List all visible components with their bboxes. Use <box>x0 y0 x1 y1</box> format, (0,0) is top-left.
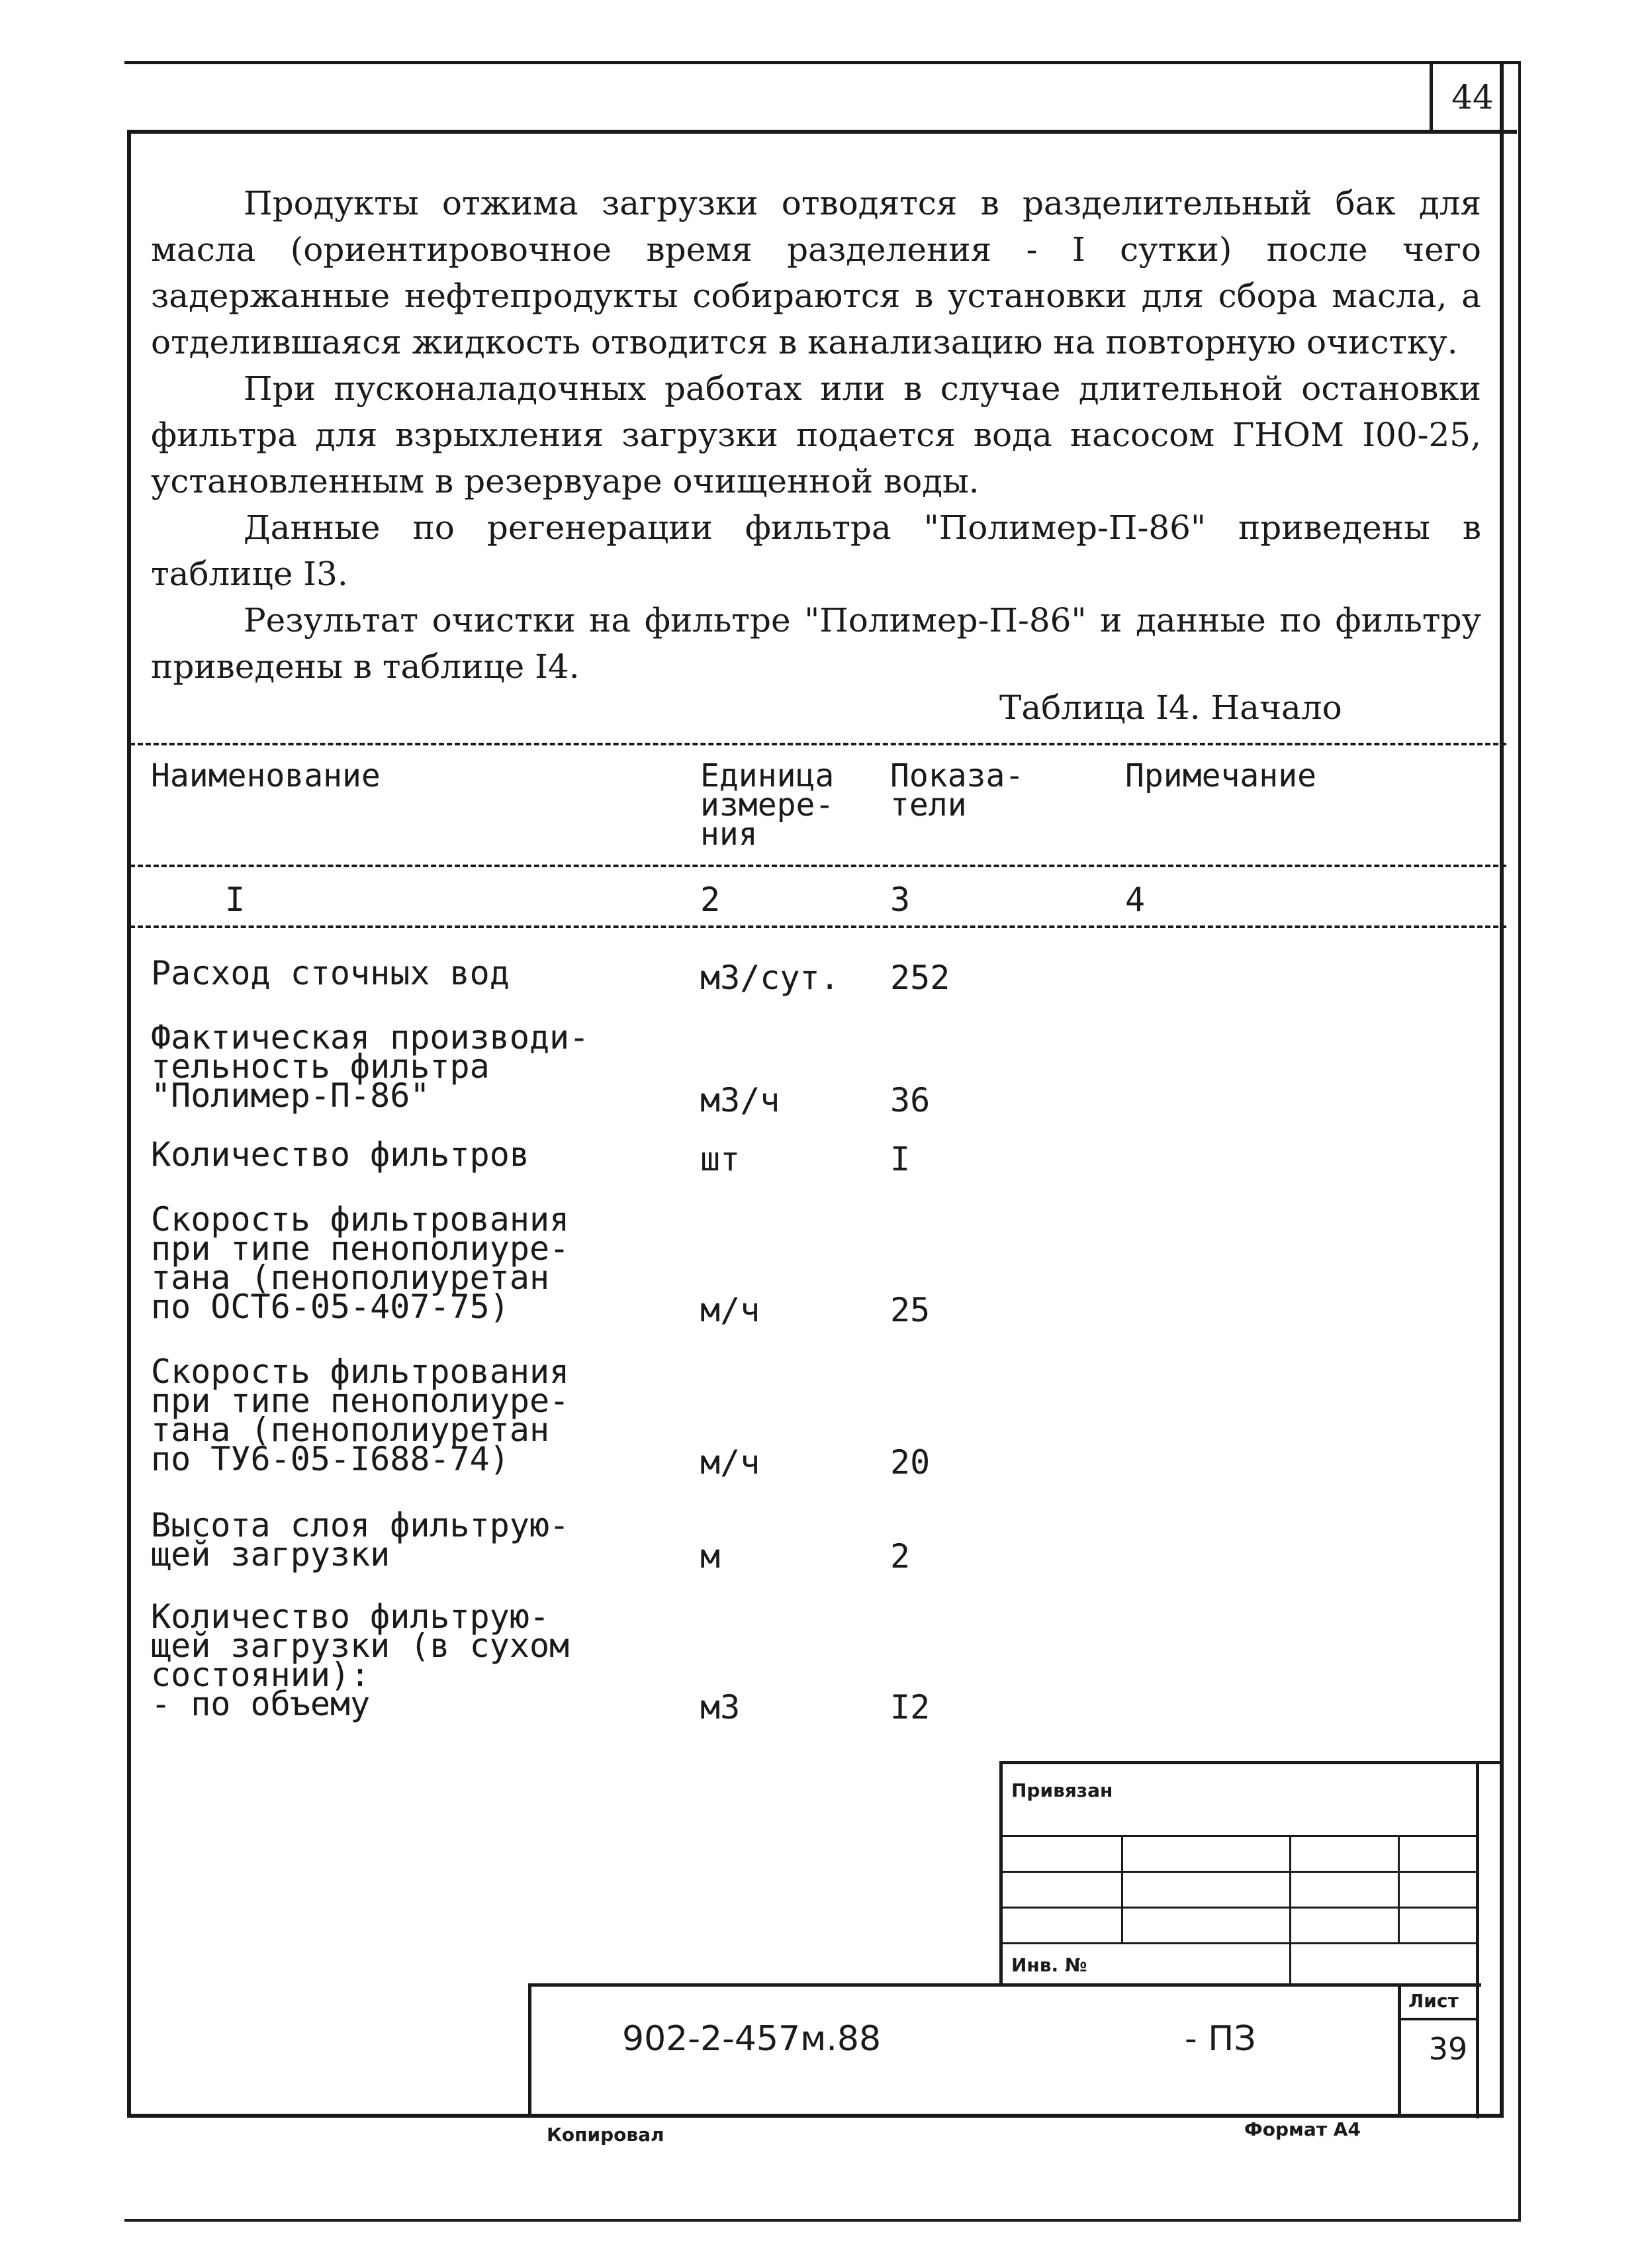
table-row-unit: м/ч <box>700 1291 760 1329</box>
stamp-line <box>999 1871 1476 1873</box>
paragraph-4: Результат очистки на фильтре "Полимер-П-86" и данные по фильтру приведены в таблице I4. <box>151 601 1481 686</box>
stamp-line <box>528 1983 531 2116</box>
paragraph-2: При пусконаладочных работах или в случае длительной остановки фильтра для взрыхления загрузки подается вода насосом ГНОМ I00-25, установленным в резервуаре очищенной воды. <box>151 369 1481 500</box>
stamp-line <box>999 1761 1502 1764</box>
table-row-value: 20 <box>890 1443 931 1482</box>
table-row-value: I <box>890 1140 911 1178</box>
frame-left <box>127 130 131 2116</box>
table-row-name: Скорость фильтрования при типе пенополиуре- тана (пенополиуретан по ОСТ6-05-407-75) <box>151 1200 570 1326</box>
stamp-line <box>999 1835 1476 1837</box>
table-row-name: Высота слоя фильтрую- щей загрузки <box>151 1506 570 1574</box>
stamp-line <box>1398 1983 1401 2116</box>
header-note: Примечание <box>1125 757 1316 794</box>
stamp-line <box>999 1942 1476 1944</box>
table-row-value: 2 <box>890 1537 911 1576</box>
bottom-rule <box>124 2219 1521 2222</box>
frame-bottom <box>127 2114 1504 2118</box>
page-number: 44 <box>1451 78 1494 117</box>
column-number-4: 4 <box>1125 880 1146 919</box>
outer-right-rule <box>1518 61 1521 2219</box>
header-value: Показа- тели <box>890 757 1025 824</box>
stamp-line <box>1398 1835 1400 1942</box>
table-row-unit: м/ч <box>700 1443 760 1482</box>
table-row-name: Количество фильтров <box>151 1135 529 1174</box>
header-name: Наименование <box>151 757 381 794</box>
stamp-line <box>1121 1835 1123 1942</box>
table-row-value: 252 <box>890 959 950 997</box>
document-suffix: - ПЗ <box>1185 2019 1256 2059</box>
table-row-unit: м <box>700 1537 721 1576</box>
paragraph-1: Продукты отжима загрузки отводятся в разделительный бак для масла (ориентировочное время разделения - I сутки) после чего задержанные нефтепродукты собираются в установки для сбора масла, а отделившаяся жидкость отводится в канализацию на повторную очистку. <box>151 184 1481 361</box>
stamp-line <box>999 1761 1003 1986</box>
stamp-line <box>528 1983 1481 1987</box>
body-text <box>151 180 1481 690</box>
copied-by-label: Копировал <box>547 2124 664 2146</box>
frame-right <box>1500 61 1504 2118</box>
header-unit: Единица измере- ния <box>700 757 835 853</box>
format-label: Формат А4 <box>1244 2118 1361 2140</box>
stamp-inv-label: Инв. № <box>1011 1954 1087 1976</box>
stamp-line <box>1289 1835 1291 1983</box>
table-row-name: Количество фильтрую- щей загрузки (в сухом состоянии): - по объему <box>151 1597 570 1723</box>
table-row-value: 36 <box>890 1081 931 1119</box>
table-title: Таблица I4. Начало <box>999 688 1342 727</box>
table-row-name: Расход сточных вод <box>151 954 510 992</box>
stamp-line <box>1398 2018 1477 2020</box>
paragraph-3: Данные по регенерации фильтра "Полимер-П-86" приведены в таблице I3. <box>151 508 1481 593</box>
frame-top <box>127 130 1517 134</box>
table-row-unit: м3/ч <box>700 1081 780 1119</box>
stamp-linked-label: Привязан <box>1011 1779 1113 1801</box>
table-row-unit: м3/сут. <box>700 959 840 997</box>
header-bottom-rule <box>130 865 1506 867</box>
sheet-number: 39 <box>1428 2031 1468 2067</box>
column-number-1: I <box>225 880 246 919</box>
table-row-value: I2 <box>890 1688 931 1726</box>
table-row-unit: шт <box>700 1140 741 1178</box>
table-row-unit: м3 <box>700 1688 741 1726</box>
sheet-label: Лист <box>1408 1990 1459 2012</box>
document-code: 902-2-457м.88 <box>622 2019 882 2059</box>
column-number-3: 3 <box>890 880 911 919</box>
numbers-bottom-rule <box>130 925 1506 928</box>
stamp-line <box>999 1907 1476 1909</box>
table-row-value: 25 <box>890 1291 931 1329</box>
table-row-name: Скорость фильтрования при типе пенополиуре- тана (пенополиуретан по ТУ6-05-I688-74) <box>151 1352 570 1478</box>
table-row-name: Фактическая производи- тельность фильтра "Полимер-П-86" <box>151 1018 590 1115</box>
table-top-rule <box>130 743 1506 745</box>
column-number-2: 2 <box>700 880 721 919</box>
top-rule <box>124 61 1521 64</box>
